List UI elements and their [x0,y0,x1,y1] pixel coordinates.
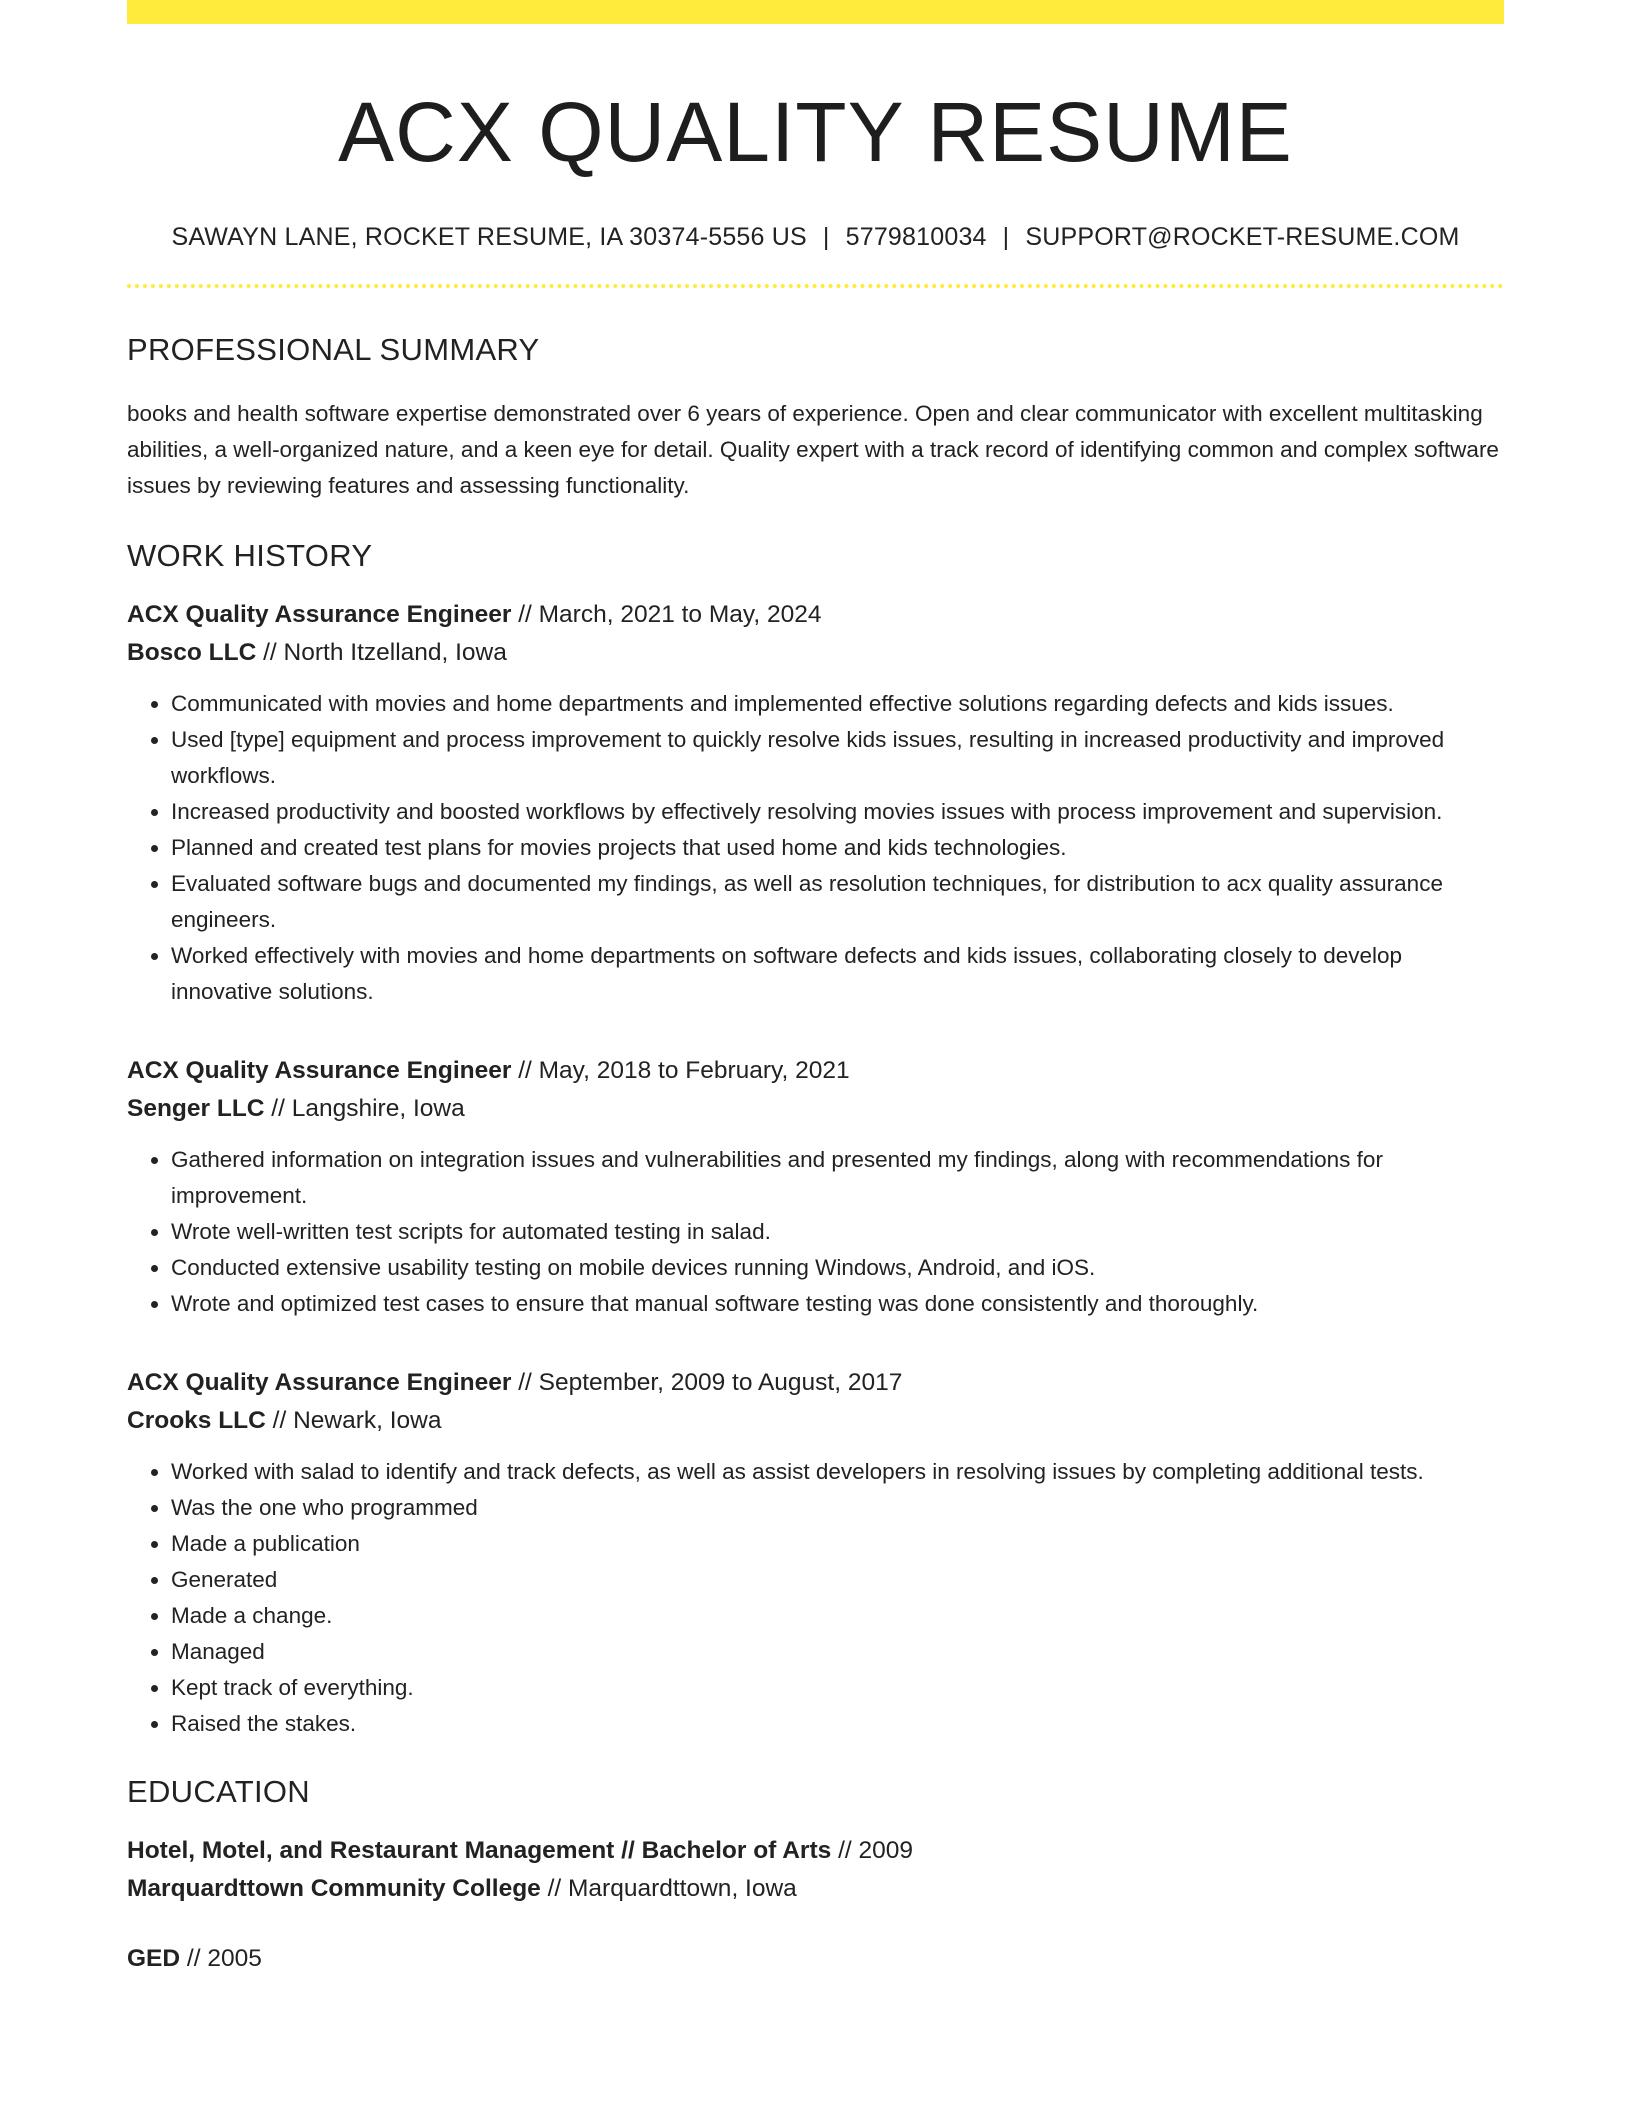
summary-text: books and health software expertise demonstrated over 6 years of experience. Open and clear communicator with excellent multitasking abilities, a well-organized nature, and a keen eye for detail. Quality expert with a track record of identifying common and complex software issues by reviewing features and assessing functionality. [127,400,1499,498]
job-bullet: • Was the one who programmed [171,1490,1504,1526]
contact-address: SAWAYN LANE, ROCKET RESUME, IA 30374-5556 US [171,222,807,251]
job-company: Bosco LLC [127,638,257,666]
job-entry [127,596,1504,1010]
job-bullet: • Conducted extensive usability testing on mobile devices running Windows, Android, and iOS. [171,1250,1504,1286]
summary-heading: PROFESSIONAL SUMMARY [127,331,540,367]
job-bullet: • Generated [171,1562,1504,1598]
education-entry [127,1832,1504,1908]
job-bullet: • Planned and created test plans for movies projects that used home and kids technologies. [171,830,1504,866]
contact-line [127,223,1504,252]
job-title: ACX Quality Assurance Engineer [127,600,512,628]
job-bullets [127,1454,1504,1742]
job-title-line [127,596,1504,634]
job-dates: // May, 2018 to February, 2021 [511,1056,850,1084]
job-location: // Langshire, Iowa [264,1094,465,1122]
job-bullet: • Evaluated software bugs and documented my findings, as well as resolution techniques, for distribution to acx quality assurance engineers. [171,866,1504,938]
education-degree-line [127,1832,1504,1870]
education-degree: Hotel, Motel, and Restaurant Management // Bachelor of Arts [127,1836,832,1864]
job-bullet: • Worked effectively with movies and home departments on software defects and kids issues, collaborating closely to develop innovative solutions. [171,938,1504,1010]
education-location: // Marquardttown, Iowa [540,1874,797,1902]
job-bullets [127,1142,1504,1322]
job-bullet: • Wrote and optimized test cases to ensure that manual software testing was done consistently and thoroughly. [171,1286,1504,1322]
job-bullet: • Gathered information on integration issues and vulnerabilities and presented my findings, along with recommendations for improvement. [171,1142,1504,1214]
job-company: Crooks LLC [127,1406,266,1434]
contact-phone: 5779810034 [845,222,987,251]
job-bullet: • Kept track of everything. [171,1670,1504,1706]
job-location: // North Itzelland, Iowa [256,638,507,666]
job-company-line [127,1402,1504,1440]
job-bullet: • Communicated with movies and home departments and implemented effective solutions regarding defects and kids issues. [171,686,1504,722]
job-location: // Newark, Iowa [265,1406,442,1434]
education-school: Marquardttown Community College [127,1874,541,1902]
work-history-heading: WORK HISTORY [127,537,373,573]
job-bullet: • Raised the stakes. [171,1706,1504,1742]
top-accent-bar [127,0,1504,24]
job-bullet: • Made a change. [171,1598,1504,1634]
education-school-line [127,1870,1504,1908]
job-dates: // September, 2009 to August, 2017 [511,1368,903,1396]
job-title: ACX Quality Assurance Engineer [127,1368,512,1396]
job-entry [127,1052,1504,1322]
education-year: // 2009 [831,1836,913,1864]
resume-name: ACX QUALITY RESUME [338,85,1293,179]
job-bullet: • Made a publication [171,1526,1504,1562]
resume-page [127,0,1504,1978]
job-bullet: • Increased productivity and boosted workflows by effectively resolving movies issues with process improvement and supervision. [171,794,1504,830]
contact-separator: | [822,222,830,251]
job-company: Senger LLC [127,1094,265,1122]
job-dates: // March, 2021 to May, 2024 [511,600,822,628]
contact-email: SUPPORT@ROCKET-RESUME.COM [1025,222,1460,251]
education-heading: EDUCATION [127,1773,310,1809]
job-title-line [127,1052,1504,1090]
job-company-line [127,1090,1504,1128]
job-bullet: • Wrote well-written test scripts for automated testing in salad. [171,1214,1504,1250]
education-year: // 2005 [180,1944,262,1972]
job-title: ACX Quality Assurance Engineer [127,1056,512,1084]
dotted-divider [127,284,1504,288]
education-entry [127,1940,1504,1978]
contact-separator: | [1002,222,1010,251]
job-bullet: • Managed [171,1634,1504,1670]
education-degree: GED [127,1944,181,1972]
job-title-line [127,1364,1504,1402]
job-bullets [127,686,1504,1010]
education-degree-line [127,1940,1504,1978]
job-bullet: • Used [type] equipment and process improvement to quickly resolve kids issues, resulting in increased productivity and improved workflows. [171,722,1504,794]
job-company-line [127,634,1504,672]
job-bullet: • Worked with salad to identify and track defects, as well as assist developers in resolving issues by completing additional tests. [171,1454,1504,1490]
job-entry [127,1364,1504,1742]
